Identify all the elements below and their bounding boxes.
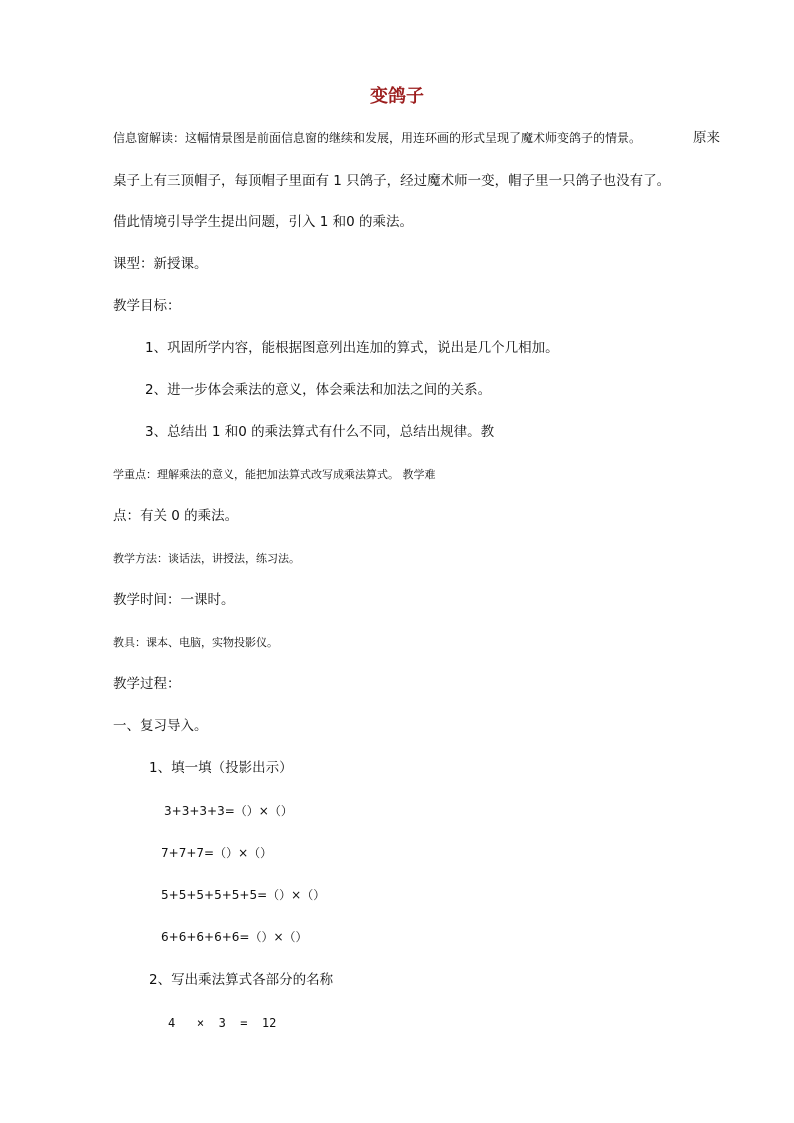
intro-line-1-end: 原来	[693, 130, 720, 146]
document-title: 变鸽子	[370, 86, 424, 107]
teaching-time: 教学时间：一课时。	[113, 592, 235, 608]
exercise-1-heading: 1、填一填（投影出示）	[149, 760, 293, 776]
exercise-item: 6+6+6+6+6=（）×（）	[161, 930, 308, 944]
exercise-2-heading: 2、写出乘法算式各部分的名称	[149, 972, 334, 988]
objective-item: 1、巩固所学内容，能根据图意列出连加的算式，说出是几个几相加。	[145, 340, 559, 356]
exercise-item: 3+3+3+3=（）×（）	[164, 804, 293, 818]
exercise-item: 7+7+7=（）×（）	[161, 846, 273, 860]
multiplication-equation: 4 × 3 = 12	[168, 1016, 277, 1030]
difficulty: 点：有关 0 的乘法。	[113, 508, 239, 524]
lesson-type: 课型：新授课。	[113, 256, 208, 272]
objectives-heading: 教学目标：	[113, 298, 181, 314]
objective-item: 2、进一步体会乘法的意义，体会乘法和加法之间的关系。	[145, 382, 492, 398]
intro-line-2: 桌子上有三顶帽子，每顶帽子里面有 1 只鸽子，经过魔术师一变，帽子里一只鸽子也没有了。	[113, 173, 671, 189]
process-heading: 教学过程：	[113, 676, 181, 692]
teaching-tools: 教具：课本、电脑，实物投影仪。	[113, 636, 278, 649]
section-heading: 一、复习导入。	[113, 718, 208, 734]
intro-line-1: 信息窗解读：这幅情景图是前面信息窗的继续和发展，用连环画的形式呈现了魔术师变鸽子的情景。	[113, 131, 642, 145]
intro-line-3: 借此情境引导学生提出问题，引入 1 和0 的乘法。	[113, 214, 414, 230]
teaching-methods: 教学方法：谈话法，讲授法，练习法。	[113, 552, 300, 565]
key-points: 学重点：理解乘法的意义，能把加法算式改写成乘法算式。 教学难	[113, 468, 436, 481]
objective-item: 3、总结出 1 和0 的乘法算式有什么不同，总结出规律。教	[145, 424, 495, 440]
exercise-item: 5+5+5+5+5+5=（）×（）	[161, 888, 326, 902]
